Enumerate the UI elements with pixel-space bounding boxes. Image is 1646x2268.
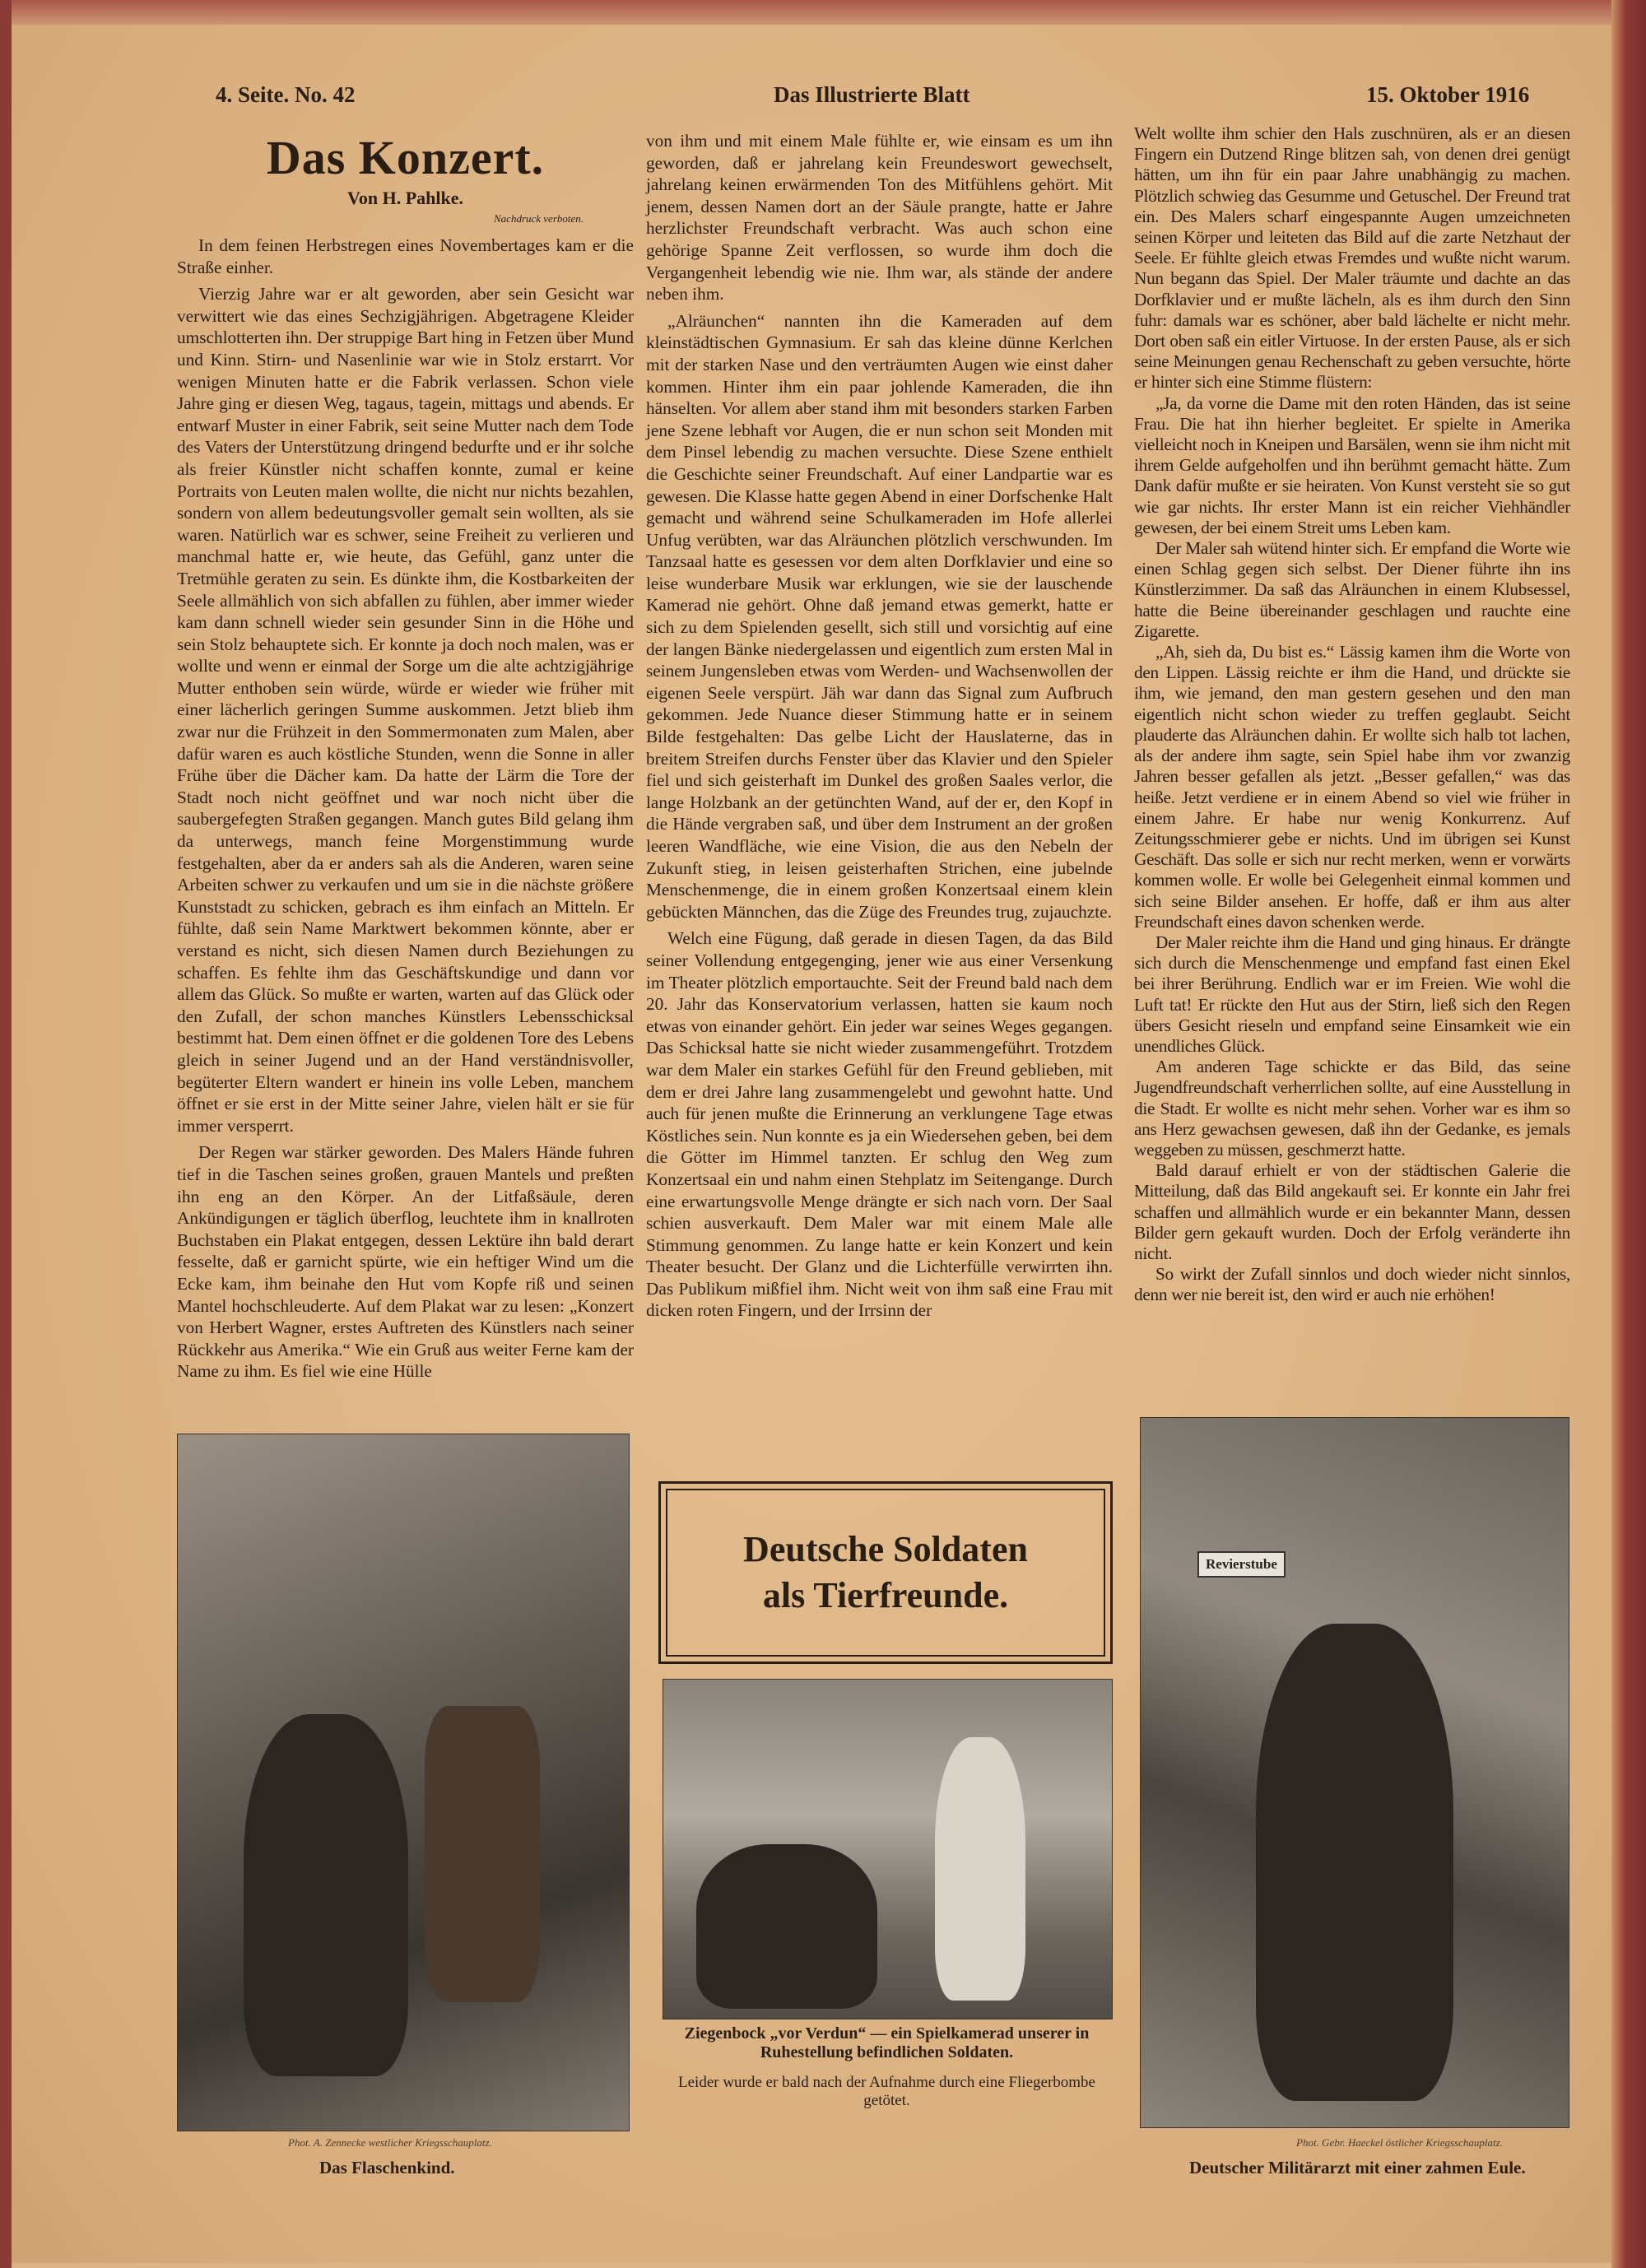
photo-note: Leider wurde er bald nach der Aufnahme durch eine Fliegerbombe getötet. [678,2074,1095,2109]
photo-caption: Deutscher Militärarzt mit einer zahmen Eule. [1189,2158,1526,2177]
photo-soldier-with-goat [663,1679,1113,2019]
paragraph: Bald darauf erhielt er von der städtischen Galerie die Mitteilung, daß das Bild angekauft sei. Er konnte ein Jahr frei schaffen und allmählich wurde er ein bekannter Mann, dessen Bilder gern gekauft wurden. Doch der Erfolg veränderte ihn nicht. [1134,1160,1570,1263]
paragraph: „Alräunchen“ nannten ihn die Kameraden auf dem kleinstädtischen Gymnasium. Er sah das kleine dünne Kerlchen mit der starken Nase und den verträumten Augen wie einst daher kommen. Hinter ihm ein paar johlende Kameraden, die ihn hänselten. Vor allem aber stand ihm mit besonders starken Farben jene Szene lebhaft vor Augen, die er nun schon seit Monden mit dem Pinsel lebendig zu machen versuchte. Diese Szene enthielt die Geschichte seiner Freundschaft. Auf einer Landpartie war es gewesen. Die Klasse hatte gegen Abend in einer Dorfschenke Halt gemacht und während seine Schulkameraden im Hofe allerlei Unfug verübten, war das Alräunchen plötzlich verschwunden. Im Tanzsaal hatte es gesessen vor dem alten Dorfklavier und eine so leise wunderbare Musik war erklungen, wie sie der lauschende Kamerad nie gehört. Ohne daß jemand etwas gemerkt, hatte er sich zu dem Spielenden gesellt, sich still und vorsichtig auf eine der langen Bänke niedergelassen und eigentlich zum ersten Mal in seinem Jungensleben etwas vom Werden- und Wachsenwollen der eigenen Seele verspürt. Jäh war dann das Signal zum Aufbruch gekommen. Jede Nuance dieser Stimmung hatte er in seinem Bilde festgehalten: Das gelbe Licht der Hauslaterne, das in breitem Streifen durchs Fenster über das Klavier und den Spieler fiel und sich geisterhaft im Dunkel des großen Saales verlor, die lange Holzbank an der getünchten Wand, auf der er, den Kopf in die Hände vergraben saß, und über dem Instrument an der großen leeren Wandfläche, wie eine Vision, die aus den Nebeln der Zukunft stieg, in leisen geisterhaften Strichen, eine jubelnde Menschenmenge, die in einem großen Konzertsaal einem klein gebückten Männchen, das die Züge des Freundes trug, zujauchzte. [646,310,1113,922]
photo-caption: Ziegenbock „vor Verdun“ — ein Spielkamerad unserer in Ruhestellung befindlichen Soldaten. [684,2024,1090,2061]
paragraph: So wirkt der Zufall sinnlos und doch wieder nicht sinnlos, denn wer nie bereit ist, den wird er auch nie erhöhen! [1134,1264,1570,1305]
binding-left [0,0,12,2268]
paragraph: von ihm und mit einem Male fühlte er, wie einsam es um ihn geworden, daß er jahrelang kein Freundeswort gewechselt, jahrelang keinen erwärmenden Ton des Mitfühlens gehört. Mit jenem, dessen Namen dort an der Säule prangte, hatte er Jahre herzlichster Freundschaft verbracht. Was auch schon eine gehörige Spanne Zeit verflossen, so wurde ihm doch die Vergangenheit lebendig wie nie. Ihm war, als stände der andere neben ihm. [646,131,1113,304]
paragraph: Der Regen war stärker geworden. Des Malers Hände fuhren tief in die Taschen seines großen, grauen Mantels und preßten ihn eng an den Körper. An der Litfaßsäule, deren Ankündigungen er täglich überflog, leuchtete ihm in knallroten Buchstaben ein Plakat entgegen, dessen Lektüre ihn bald derart fesselte, daß er garnicht spürte, wie ein heftiger Wind um die Ecke kam, ihm beinahe den Hut vom Kopfe riß und seinen Mantel hochschleuderte. Auf dem Plakat war zu lesen: „Konzert von Herbert Wagner, erstes Auftreten des Künstlers nach seiner Rückkehr aus Amerika.“ Wie ein Gruß aus weiter Ferne kam der Name zu ihm. Es fiel wie eine Hülle [177,1142,634,1382]
paragraph: Der Maler reichte ihm die Hand und ging hinaus. Er drängte sich durch die Menschenmenge und empfand fast einen Ekel bei ihrer Berührung. Endlich war er im Freien. Wie wohl die Luft tat! Er rückte den Hut aus der Stirn, ließ sich den Regen übers Gesicht rieseln und empfand seine Einsamkeit wie ein unendliches Glück. [1134,932,1570,1056]
paragraph: In dem feinen Herbstregen eines Novembertages kam er die Straße einher. [177,235,634,277]
article-title: Das Konzert. [266,131,545,184]
paragraph: Welt wollte ihm schier den Hals zuschnüren, als er an diesen Fingern ein Dutzend Ringe blitzen sah, von denen drei genügt hätten, um ihn für ein paar Jahre unabhängig zu machen. Plötzlich schwieg das Gesumme und Getuschel. Der Freund trat ein. Des Malers scharf eingespannte Augen umzeichneten seinen Körper und leiteten das Bild auf die zarte Netzhaut der Seele. Er fühlte gleich etwas Fremdes und wußte nicht warum. Nun begann das Spiel. Der Maler träumte und dachte an das Dorfklavier und er mußte lächeln, als es ihm durch den Sinn fuhr: damals war es schöner, aber bald lächelte er nicht mehr. Dort oben saß ein eitler Virtuose. In der ersten Pause, als er sich seine Meinungen genau Rechenschaft zu geben versuchte, hörte er hinter sich eine Stimme flüstern: [1134,123,1570,393]
binding-right [1611,0,1646,2268]
article-column-2 [646,130,1113,1327]
paragraph: Am anderen Tage schickte er das Bild, das seine Jugendfreundschaft verherrlichen sollte, auf eine Ausstellung in die Stadt. Er wollte es nicht mehr sehen. Vorher war es ihm so ans Herz gewachsen gewesen, daß ihn der Gedanke, es jemals weggeben zu müssen, geschmerzt hatte. [1134,1057,1570,1160]
photo-doctor-with-owl [1140,1417,1569,2128]
article-byline: Von H. Pahlke. [346,188,463,208]
paragraph: „Ah, sieh da, Du bist es.“ Lässig kamen ihm die Worte von den Lippen. Lässig reichte er ihm die Hand, und drückte sie ihm, wie jemand, den man gestern gesehen und den man eigentlich nicht schon wieder zu treffen geglaubt. Seicht plauderte das Alräunchen dahin. Er wollte sich halb tot lachen, als der andere ihm sagte, sein Spiel habe ihm vor zwanzig Jahren besser gefallen als jetzt. „Besser gefallen,“ was das heiße. Jetzt verdiene er in einem Abend so viel wie früher in einem Jahre. Er habe nur wenig Konkurrenz. Auf Zeitungsschmierer gebe er nichts. Und im übrigen sei Kunst Geschäft. Das solle er sich nur recht merken, wenn er vorwärts kommen wolle. Er wolle bei Gelegenheit einmal kommen und sich seine Bilder ansehen. Er hoffe, daß er ihm aus alter Freundschaft eines davon schenken werde. [1134,642,1570,932]
photo-soldier-feeding-animal [177,1434,630,2131]
feature-title-line: als Tierfreunde. [762,1575,1009,1615]
photo-credit: Phot. Gebr. Haeckel östlicher Kriegsschauplatz. [1296,2136,1503,2149]
revierstube-sign: Revierstube [1197,1551,1286,1578]
photo-caption: Das Flaschenkind. [319,2158,455,2177]
reprint-notice: Nachdruck verboten. [494,212,584,225]
paragraph: „Ja, da vorne die Dame mit den roten Händen, das ist seine Frau. Die hat ihn hierher begleitet. Er spielte in Amerika vielleicht noch in Kneipen und Barsälen, wenn sie ihm nicht mit ihrem Gelde aufgeholfen und ihn berühmt gemacht hätte. Zum Dank dafür mußte er sie heiraten. Von Kunst versteht sie so gut wie gar nichts. Ihr erster Mann ist ein reicher Viehhändler gewesen, der bei einem Streit ums Leben kam. [1134,393,1570,537]
publication-title: Das Illustrierte Blatt [774,82,970,107]
feature-title-line: Deutsche Soldaten [743,1529,1028,1569]
issue-date: 15. Oktober 1916 [1366,82,1530,107]
feature-title-box [658,1481,1113,1664]
article-column-1 [177,235,634,1387]
article-column-3 [1134,123,1570,1306]
paragraph: Welch eine Fügung, daß gerade in diesen Tagen, da das Bild seiner Vollendung entgegenging, jener wie aus einer Versenkung im Theater plötzlich emportauchte. Seit der Freund bald nach dem 20. Jahr das Konservatorium verlassen, hatten sie kaum noch etwas von einander gehört. Ein jeder war seines Weges gegangen. Das Schicksal hatte sie nicht wieder zusammengeführt. Trotzdem war dem Maler ein starkes Gefühl für den Freund geblieben, mit dem er drei Jahre lang zusammengelebt und gewohnt hatte. Und auch für jenen mußte die Erinnerung an verklungene Tage etwas Köstliches sein. Nun konnte es ja ein Wiedersehen geben, bei dem die Götter im Himmel tanzten. Er schlug den Weg zum Konzertsaal ein und nahm einen Stehplatz im Seitengange. Durch eine erwartungsvolle Menge drängte er sich nach vorn. Der Saal schien ausverkauft. Dem Maler war mit einem Male alle Stimmung genommen. Zu lange hatte er kein Konzert und kein Theater besucht. Der Glanz und die Lichterfülle verwirrten ihn. Das Publikum mißfiel ihm. Nicht weit von ihm saß eine Frau mit dicken roten Fingern, und der Irrsinn der [646,928,1113,1321]
photo-credit: Phot. A. Zennecke westlicher Kriegsschauplatz. [288,2136,492,2149]
paragraph: Der Maler sah wütend hinter sich. Er empfand die Worte wie einen Schlag gegen sich selbst. Der Diener führte ihn ins Künstlerzimmer. Da saß das Alräunchen in einem Klubsessel, hatte die Beine übereinander geschlagen und rauchte eine Zigarette. [1134,538,1570,641]
page-number: 4. Seite. No. 42 [216,82,356,107]
paragraph: Vierzig Jahre war er alt geworden, aber sein Gesicht war verwittert wie das eines Sechzigjährigen. Abgetragene Kleider umschlotterten ihn. Der struppige Bart hing in Fetzen über Mund und Kinn. Stirn- und Nasenlinie war wie in Stolz erstarrt. Vor wenigen Minuten hatte er die Fabrik verlassen. Schon viele Jahre ging er diesen Weg, tagaus, tagein, mittags und abends. Er entwarf Muster in einer Fabrik, seit seine Mutter nach dem Tode des Vaters der Unterstützung dringend bedurfte und er ihr solche als freier Künstler nicht schaffen konnte, zumal er keine Portraits von Leuten malen wollte, die nicht nur nichts bezahlen, sondern von allem bedeutungsvoller gemalt sein wollten, als sie waren. Natürlich war es schwer, seine Freiheit zu verlieren und manchmal hatte er, wie heute, das Gefühl, ganz unter die Tretmühle geraten zu sein. Es dünkte ihm, die Kostbarkeiten der Seele allmählich von sich abfallen zu fühlen, aber immer wieder kam dann schnell wieder sein gesunder Sinn in die Höhe und sein Stolz behauptete sich. Er konnte ja doch noch malen, was er wollte und wenn er einmal der Sorge um die alte achtzigjährige Mutter enthoben sein würde, würde er wieder wie früher mit einer lächerlich geringen Summe auskommen. Jetzt blieb ihm zwar nur die Frühzeit in den Sommermonaten zum Malen, aber dafür waren es auch köstliche Stunden, wenn die Sonne in aller Frühe über die Dächer kam. Da hatte der Lärm die Tore der Stadt noch nicht geöffnet und war noch nicht über die saubergefegten Straßen gegangen. Manch gutes Bild gelang ihm da unterwegs, manch feine Morgenstimmung wurde festgehalten, aber da er anders sah als die Anderen, waren seine Arbeiten schwer zu verkaufen und um sie in die nächste größere Kunststadt zu schicken, gebrach es ihm einfach an Mitteln. Er fühlte, daß sein Name Marktwert bekommen könnte, aber er verstand es nicht, sich diesen Namen durch Beziehungen zu schaffen. Es fehlte ihm das Geschäftskundige und dann vor allem das Glück. So mußte er warten, warten auf das Glück oder den Zufall, der schon manches Künstlers Lebensschicksal bestimmt hat. Dem einen öffnet er die goldenen Tore des Lebens gleich in seiner Jugend und an der Hand verständnisvoller, begüterter Eltern wandert er hinein ins volle Leben, manchem öffnet er sie erst in der Mitte seiner Jahre, vielen hält er sie für immer versperrt. [177,284,634,1136]
